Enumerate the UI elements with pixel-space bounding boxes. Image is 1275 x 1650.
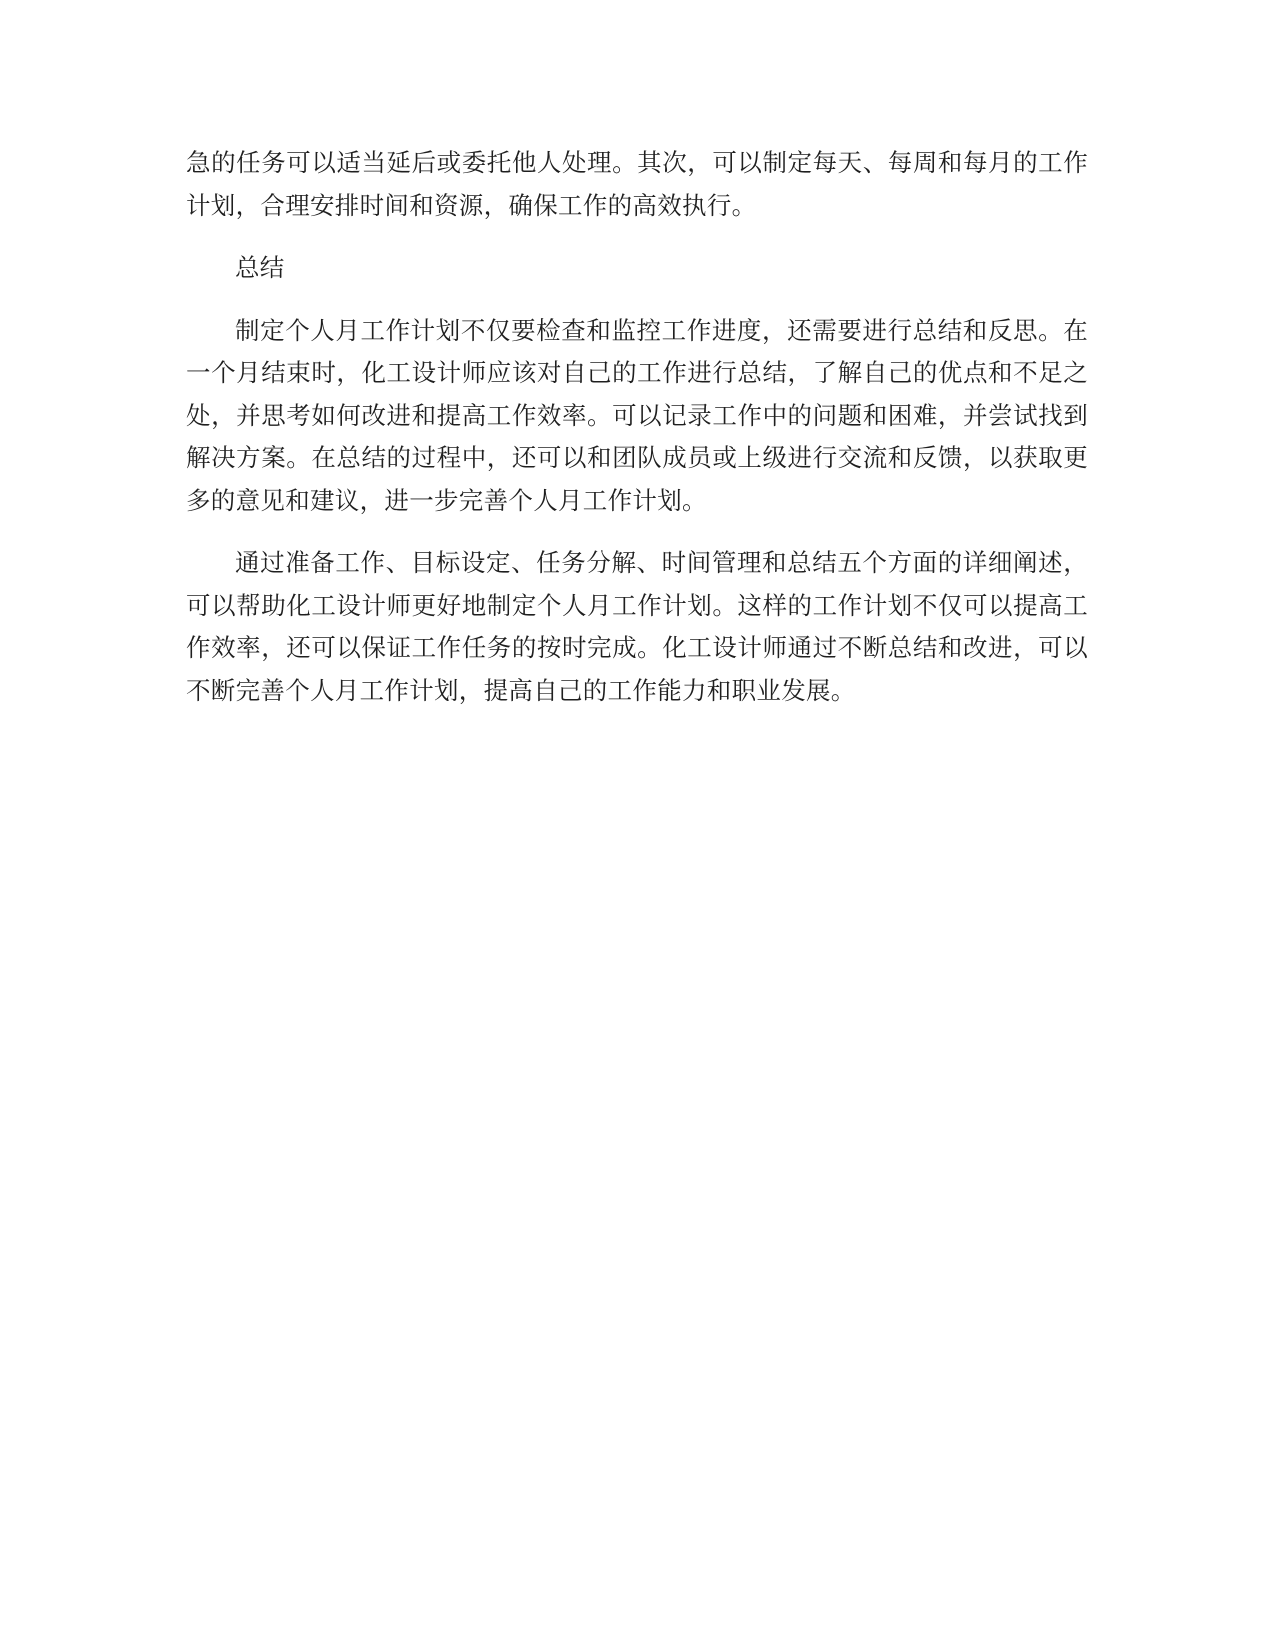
section-heading-summary: 总结	[235, 253, 285, 282]
document-body	[186, 142, 1088, 732]
conclusion-paragraph: 通过准备工作、目标设定、任务分解、时间管理和总结五个方面的详细阐述，可以帮助化工设计师更好地制定个人月工作计划。这样的工作计划不仅可以提高工作效率，还可以保证工作任务的按时完成。化工设计师通过不断总结和改进，可以不断完善个人月工作计划，提高自己的工作能力和职业发展。	[186, 548, 1088, 705]
summary-paragraph: 制定个人月工作计划不仅要检查和监控工作进度，还需要进行总结和反思。在一个月结束时，化工设计师应该对自己的工作进行总结，了解自己的优点和不足之处，并思考如何改进和提高工作效率。可以记录工作中的问题和困难，并尝试找到解决方案。在总结的过程中，还可以和团队成员或上级进行交流和反馈，以获取更多的意见和建议，进一步完善个人月工作计划。	[186, 315, 1088, 515]
continued-paragraph: 急的任务可以适当延后或委托他人处理。其次，可以制定每天、每周和每月的工作计划，合理安排时间和资源，确保工作的高效执行。	[186, 148, 1088, 220]
